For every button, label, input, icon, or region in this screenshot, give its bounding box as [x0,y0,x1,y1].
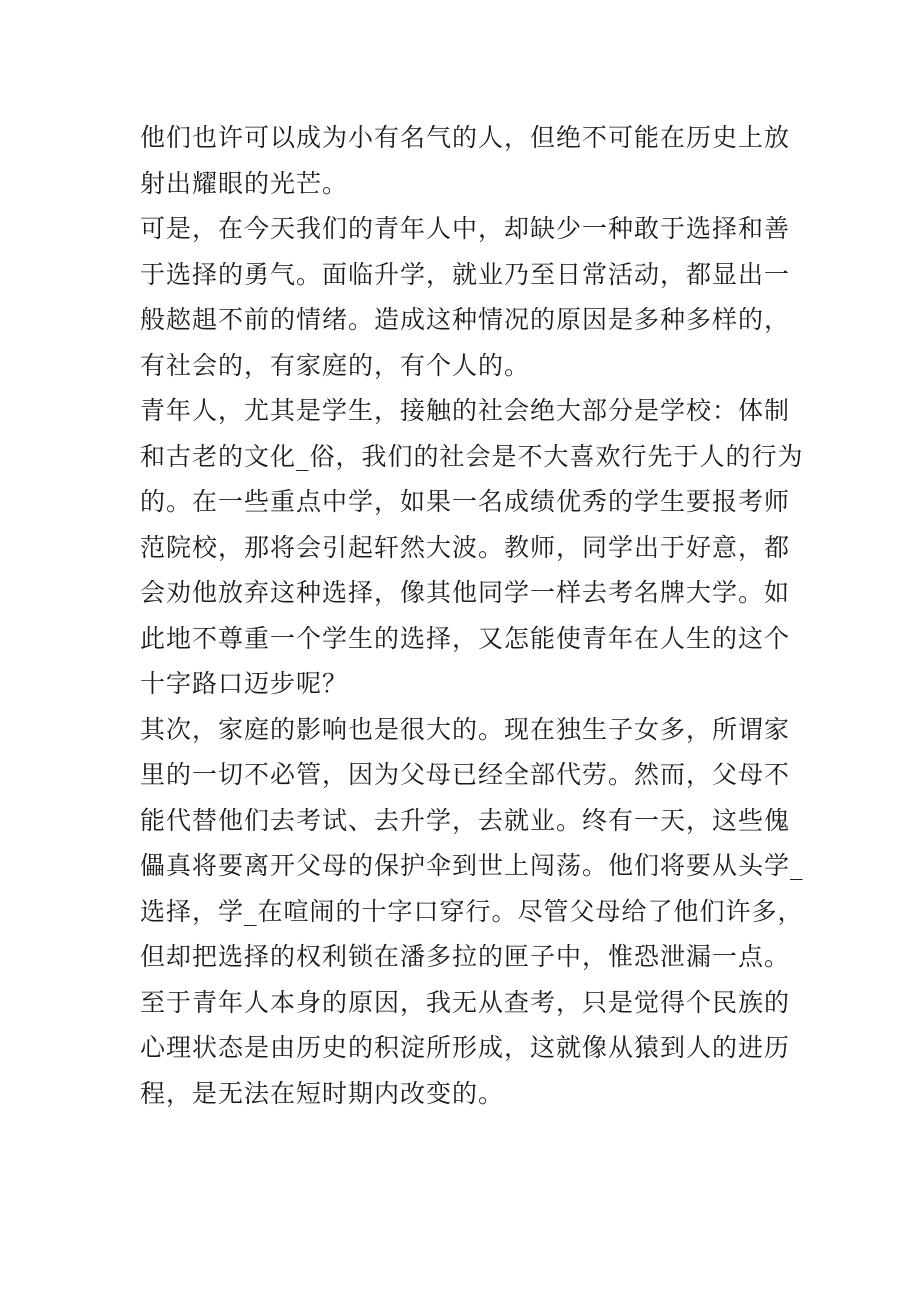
text-line: 会劝他放弃这种选择，像其他同学一样去考名牌大学。如 [140,578,791,607]
text-line: 的。在一些重点中学，如果一名成绩优秀的学生要报考师 [140,487,791,516]
text-line: 里的一切不必管，因为父母已经全部代劳。然而，父母不 [140,760,791,789]
text-line: 射出耀眼的光芒。 [140,168,349,198]
text-line: 范院校，那将会引起轩然大波。教师，同学出于好意，都 [140,532,791,562]
text-line: 能代替他们去考试、去升学，去就业。终有一天，这些傀 [140,805,791,835]
text-line: 其次，家庭的影响也是很大的。现在独生子女多，所谓家 [140,714,791,744]
text-line: 可是，在今天我们的青年人中，却缺少一种敢于选择和善 [140,214,791,243]
text-line: 但却把选择的权利锁在潘多拉的匣子中，惟恐泄漏一点。 [140,942,791,971]
text-line: 心理状态是由历史的积淀所形成，这就像从猿到人的进历 [140,1033,791,1062]
text-line: 般趑趄不前的情绪。造成这种情况的原因是多种多样的， [140,305,791,334]
text-line: 于选择的勇气。面临升学，就业乃至日常活动，都显出一 [140,259,791,289]
body-text [140,115,804,1116]
text-line: 至于青年人本身的原因，我无从查考，只是觉得个民族的 [140,987,791,1017]
text-line: 此地不尊重一个学生的选择，又怎能使青年在人生的这个 [140,623,791,653]
text-line: 十字路口迈步呢？ [140,669,349,698]
text-line: 有社会的，有家庭的，有个人的。 [140,350,531,380]
text-line: 选择，学_在喧闹的十字口穿行。尽管父母给了他们许多， [140,896,804,926]
text-line: 儡真将要离开父母的保护伞到世上闯荡。他们将要从头学_ [140,851,804,880]
text-line: 他们也许可以成为小有名气的人，但绝不可能在历史上放 [140,123,791,152]
text-line: 和古老的文化_俗，我们的社会是不大喜欢行先于人的行为 [140,441,804,471]
text-line: 青年人，尤其是学生，接触的社会绝大部分是学校：体制 [140,396,791,425]
text-line: 程，是无法在短时期内改变的。 [140,1078,505,1108]
